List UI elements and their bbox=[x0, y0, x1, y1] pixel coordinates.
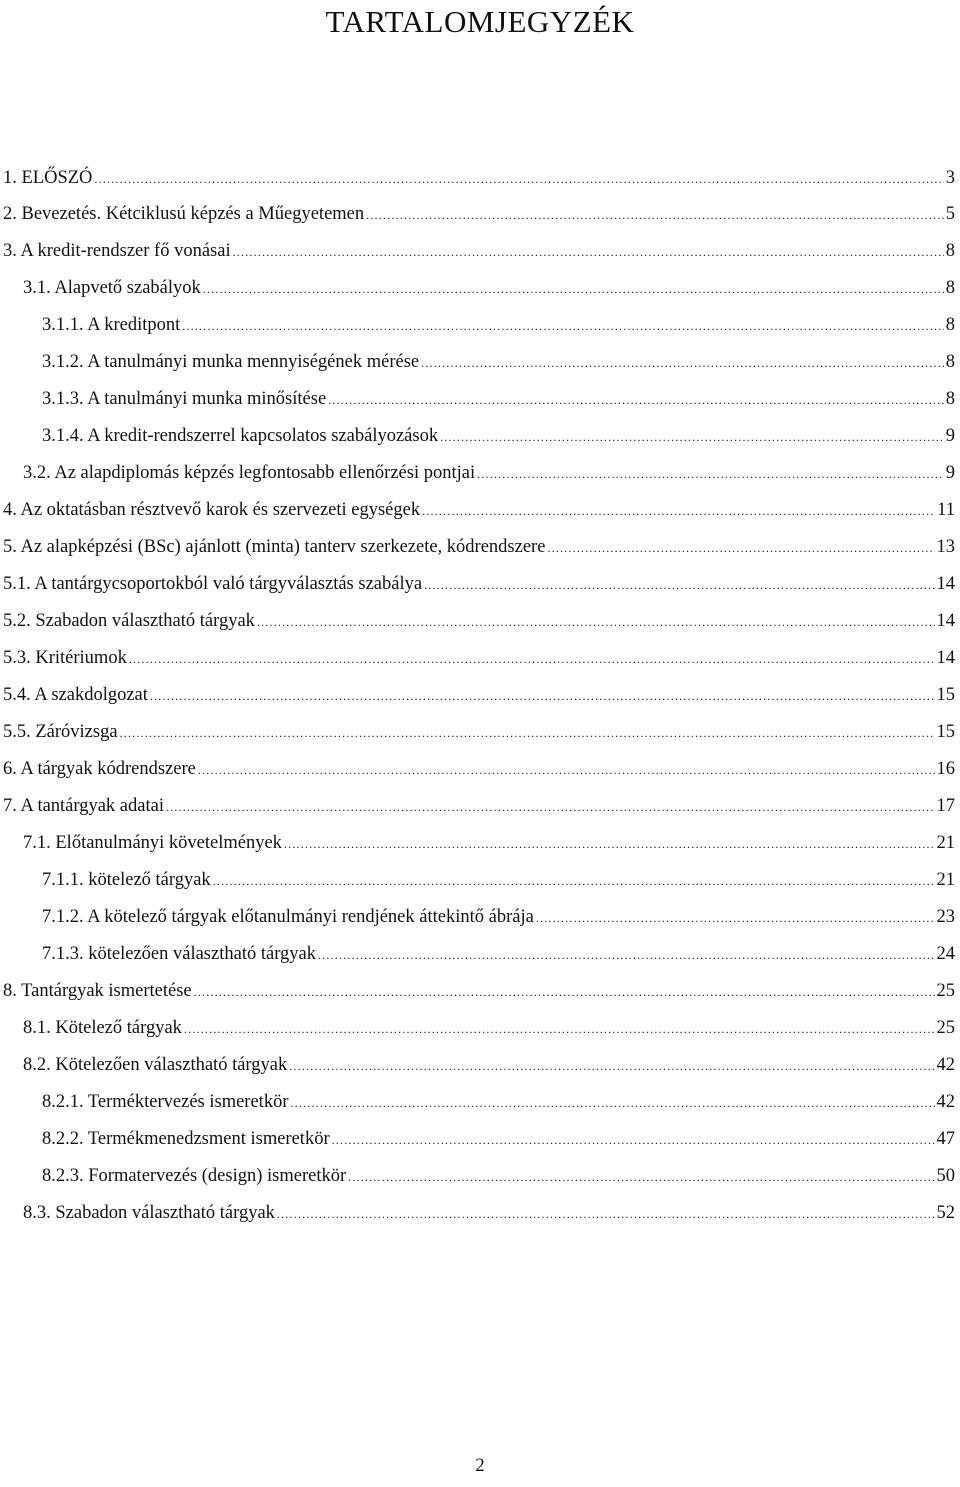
toc-entry-label: 8.2. Kötelezően választható tárgyak bbox=[23, 1055, 288, 1075]
toc-entry[interactable] bbox=[42, 311, 955, 339]
toc-entry[interactable] bbox=[3, 718, 955, 746]
toc-entry[interactable] bbox=[23, 1051, 955, 1079]
toc-leader-dots bbox=[203, 275, 944, 303]
toc-leader-dots bbox=[182, 312, 944, 340]
toc-entry-page: 8 bbox=[945, 352, 955, 372]
toc-leader-dots bbox=[166, 793, 935, 821]
toc-entry-page: 42 bbox=[936, 1055, 955, 1075]
toc-leader-dots bbox=[536, 904, 935, 932]
toc-entry[interactable] bbox=[42, 348, 955, 376]
toc-entry-page: 50 bbox=[936, 1166, 955, 1186]
toc-entry-page: 14 bbox=[936, 574, 955, 594]
toc-entry-label: 8. Tantárgyak ismertetése bbox=[3, 981, 192, 1001]
toc-entry-page: 25 bbox=[936, 1018, 955, 1038]
toc-entry-page: 16 bbox=[936, 759, 955, 779]
toc-entry[interactable] bbox=[42, 903, 955, 931]
toc-entry-page: 15 bbox=[936, 722, 955, 742]
toc-leader-dots bbox=[328, 386, 944, 414]
toc-leader-dots bbox=[129, 645, 935, 673]
toc-entry[interactable] bbox=[42, 1162, 955, 1190]
toc-entry-label: 5. Az alapképzési (BSc) ajánlott (minta) tanterv szerkezete, kódrendszere bbox=[3, 537, 546, 557]
toc-entry-page: 9 bbox=[945, 463, 955, 483]
toc-leader-dots bbox=[424, 571, 934, 599]
toc-entry[interactable] bbox=[42, 940, 955, 968]
toc-entry[interactable] bbox=[42, 422, 955, 450]
toc-entry-page: 17 bbox=[936, 796, 955, 816]
toc-leader-dots bbox=[421, 349, 944, 377]
toc-title: TARTALOMJEGYZÉK bbox=[325, 4, 635, 39]
toc-entry-page: 8 bbox=[945, 241, 955, 261]
toc-entry[interactable] bbox=[3, 533, 955, 561]
toc-entry-page: 14 bbox=[936, 648, 955, 668]
toc-entry-label: 5.4. A szakdolgozat bbox=[3, 685, 148, 705]
toc-entry-label: 7.1.1. kötelező tárgyak bbox=[42, 870, 211, 890]
toc-entry[interactable] bbox=[42, 1125, 955, 1153]
toc-entry[interactable] bbox=[3, 200, 955, 228]
toc-entry-label: 7.1.3. kötelezően választható tárgyak bbox=[42, 944, 316, 964]
toc-entry-page: 8 bbox=[945, 315, 955, 335]
toc-leader-dots bbox=[194, 978, 935, 1006]
toc-leader-dots bbox=[318, 941, 935, 969]
toc-entry-label: 3.1.3. A tanulmányi munka minősítése bbox=[42, 389, 327, 409]
toc-entry-label: 3.1.1. A kreditpont bbox=[42, 315, 181, 335]
toc-leader-dots bbox=[284, 830, 935, 858]
toc-entry-label: 8.3. Szabadon választható tárgyak bbox=[23, 1203, 275, 1223]
toc-leader-dots bbox=[366, 201, 944, 229]
toc-leader-dots bbox=[120, 719, 935, 747]
toc-entry[interactable] bbox=[23, 829, 955, 857]
toc-entry[interactable] bbox=[23, 1014, 955, 1042]
toc-leader-dots bbox=[440, 423, 944, 451]
toc-entry-page: 8 bbox=[945, 389, 955, 409]
toc-leader-dots bbox=[257, 608, 935, 636]
toc-leader-dots bbox=[184, 1015, 935, 1043]
toc-entry-page: 24 bbox=[936, 944, 955, 964]
toc-entry[interactable] bbox=[3, 164, 955, 192]
toc-entry-page: 5 bbox=[945, 204, 955, 224]
toc-leader-dots bbox=[477, 460, 944, 488]
toc-leader-dots bbox=[198, 756, 935, 784]
toc-entry-page: 9 bbox=[945, 426, 955, 446]
toc-entry-page: 47 bbox=[936, 1129, 955, 1149]
toc-entry-page: 52 bbox=[936, 1203, 955, 1223]
toc-entry-label: 3.2. Az alapdiplomás képzés legfontosabb ellenőrzési pontjai bbox=[23, 463, 476, 483]
toc-leader-dots bbox=[213, 867, 935, 895]
toc-entry-label: 4. Az oktatásban résztvevő karok és szervezeti egységek bbox=[3, 500, 421, 520]
toc-entry-page: 23 bbox=[936, 907, 955, 927]
toc-entry-page: 14 bbox=[936, 611, 955, 631]
toc-leader-dots bbox=[547, 534, 934, 562]
toc-leader-dots bbox=[94, 165, 943, 193]
toc-entry-label: 8.1. Kötelező tárgyak bbox=[23, 1018, 182, 1038]
toc-entry[interactable] bbox=[3, 977, 955, 1005]
toc-entry[interactable] bbox=[3, 607, 955, 635]
toc-entry-page: 21 bbox=[936, 833, 955, 853]
toc-entry-label: 7. A tantárgyak adatai bbox=[3, 796, 164, 816]
toc-entry-label: 6. A tárgyak kódrendszere bbox=[3, 759, 196, 779]
toc-entry[interactable] bbox=[23, 1199, 955, 1227]
toc-entry-page: 3 bbox=[945, 168, 955, 188]
toc-entry[interactable] bbox=[3, 496, 955, 524]
toc-entry-label: 7.1.2. A kötelező tárgyak előtanulmányi rendjének áttekintő ábrája bbox=[42, 907, 534, 927]
toc-leader-dots bbox=[348, 1163, 934, 1191]
toc-entry[interactable] bbox=[23, 459, 955, 487]
toc-entry-label: 3.1.2. A tanulmányi munka mennyiségének mérése bbox=[42, 352, 420, 372]
toc-entry[interactable] bbox=[42, 385, 955, 413]
toc-entry-page: 25 bbox=[936, 981, 955, 1001]
toc-entry[interactable] bbox=[42, 866, 955, 894]
toc-entry-label: 3.1. Alapvető szabályok bbox=[23, 278, 201, 298]
toc-entry[interactable] bbox=[42, 1088, 955, 1116]
toc-entry-page: 42 bbox=[936, 1092, 955, 1112]
toc-entry-label: 5.3. Kritériumok bbox=[3, 648, 127, 668]
toc-entry-page: 11 bbox=[937, 500, 955, 520]
toc-entry-page: 21 bbox=[936, 870, 955, 890]
page-number: 2 bbox=[475, 1455, 485, 1476]
toc-entry-label: 5.2. Szabadon választható tárgyak bbox=[3, 611, 255, 631]
toc-entry[interactable] bbox=[3, 755, 955, 783]
toc-entry[interactable] bbox=[3, 792, 955, 820]
toc-leader-dots bbox=[290, 1089, 934, 1117]
toc-entry-label: 3.1.4. A kredit-rendszerrel kapcsolatos szabályozások bbox=[42, 426, 439, 446]
toc-leader-dots bbox=[150, 682, 935, 710]
toc-entry[interactable] bbox=[23, 274, 955, 302]
toc-entry[interactable] bbox=[3, 237, 955, 265]
toc-entry-label: 8.2.1. Terméktervezés ismeretkör bbox=[42, 1092, 289, 1112]
toc-entry-label: 2. Bevezetés. Kétciklusú képzés a Műegyetemen bbox=[3, 204, 365, 224]
toc-entry-label: 3. A kredit-rendszer fő vonásai bbox=[3, 241, 231, 261]
toc-entry-page: 15 bbox=[936, 685, 955, 705]
toc-leader-dots bbox=[289, 1052, 934, 1080]
toc-entry-label: 1. ELŐSZÓ bbox=[3, 168, 93, 188]
toc-entry-page: 8 bbox=[945, 278, 955, 298]
toc-entry[interactable] bbox=[3, 570, 955, 598]
toc-leader-dots bbox=[233, 238, 944, 266]
toc-entry-label: 5.1. A tantárgycsoportokból való tárgyválasztás szabálya bbox=[3, 574, 423, 594]
toc-leader-dots bbox=[422, 497, 935, 525]
toc-entry-label: 8.2.2. Termékmenedzsment ismeretkör bbox=[42, 1129, 330, 1149]
toc-leader-dots bbox=[277, 1200, 935, 1228]
toc-entry[interactable] bbox=[3, 644, 955, 672]
toc-entry-label: 8.2.3. Formatervezés (design) ismeretkör bbox=[42, 1166, 347, 1186]
toc-entry[interactable] bbox=[3, 681, 955, 709]
toc-leader-dots bbox=[332, 1126, 935, 1154]
toc-entry-page: 13 bbox=[936, 537, 955, 557]
toc-entry-label: 7.1. Előtanulmányi követelmények bbox=[23, 833, 282, 853]
toc-entry-label: 5.5. Záróvizsga bbox=[3, 722, 118, 742]
